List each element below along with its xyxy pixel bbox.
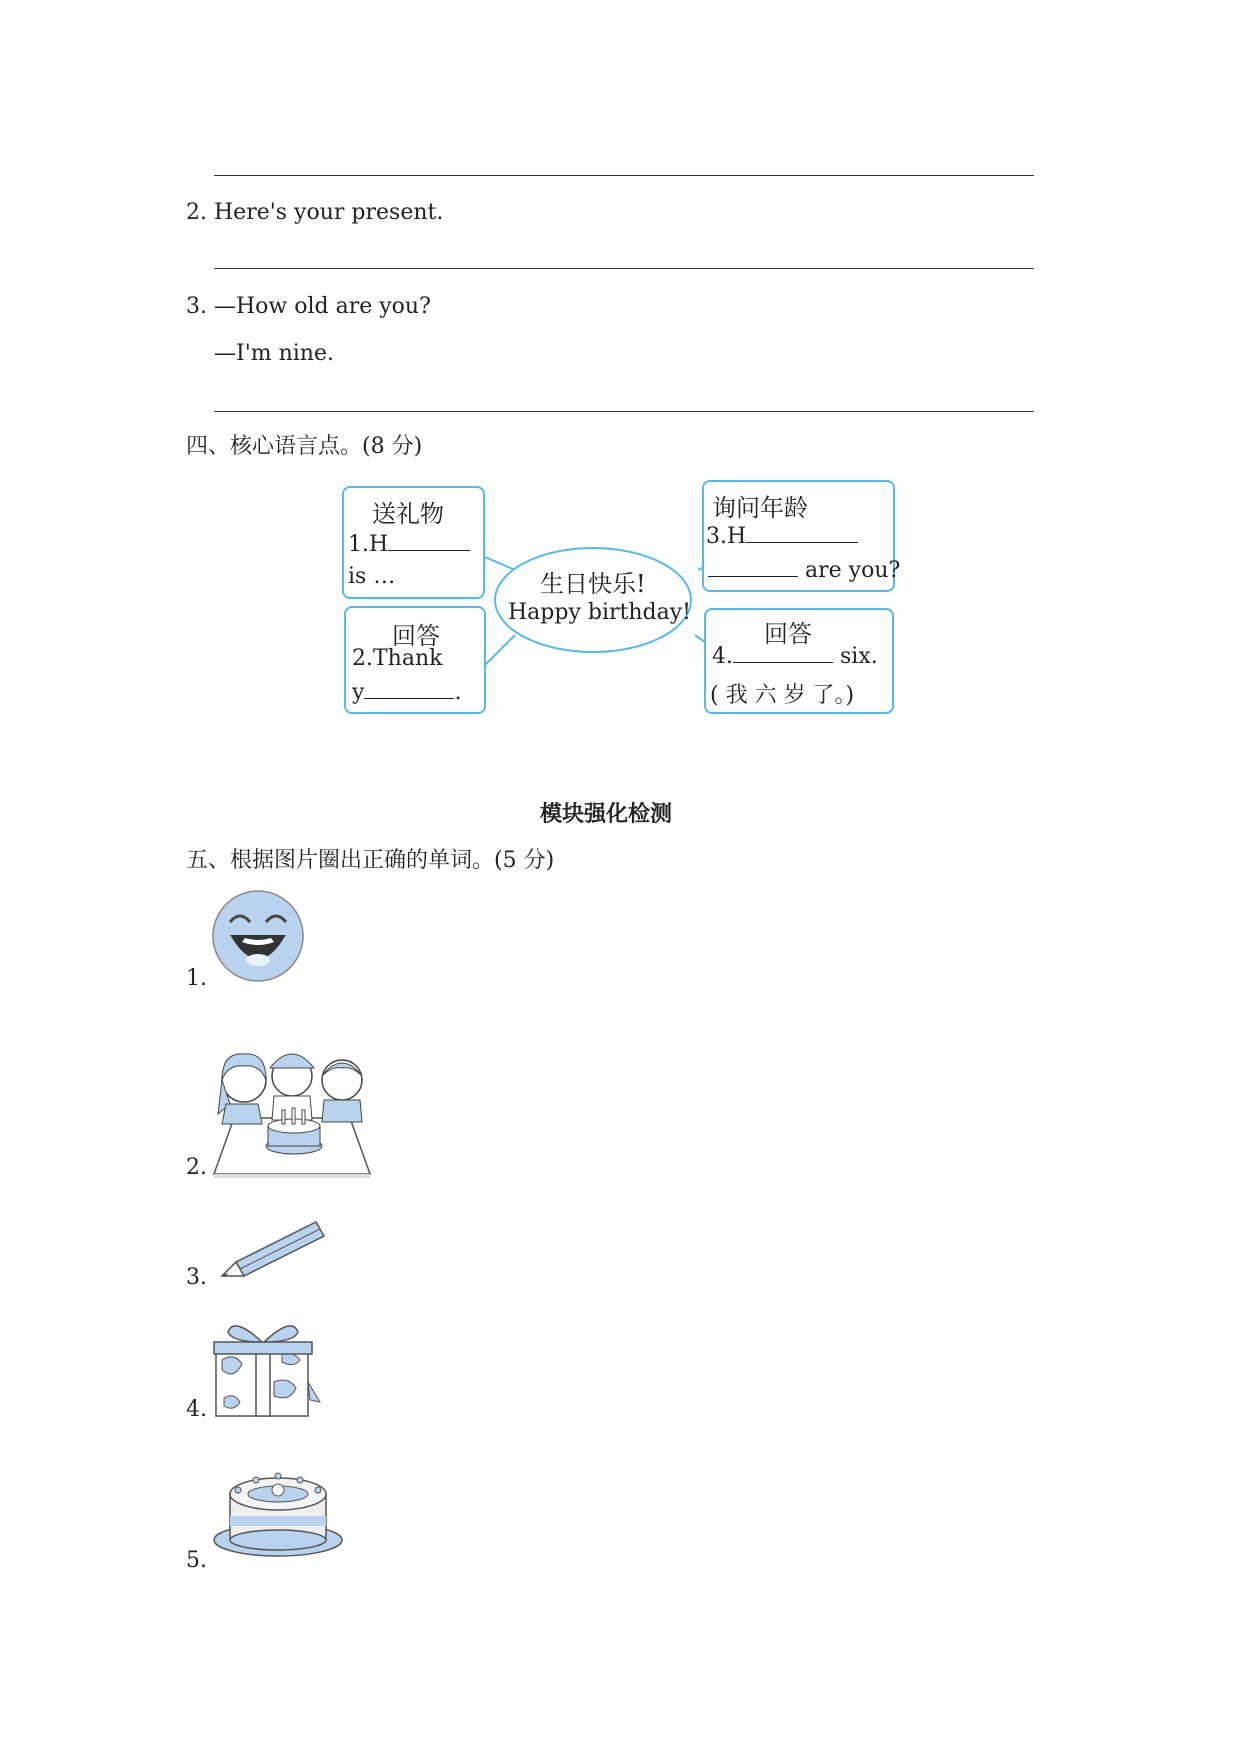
box3-line1: 3.H	[706, 524, 858, 549]
q3-answer: —I'm nine.	[214, 341, 334, 366]
blank-4[interactable]	[733, 644, 833, 663]
item-1-label: 1.	[186, 966, 207, 991]
cake-icon	[212, 1464, 348, 1564]
box4-line2: ( 我 六 岁 了。)	[710, 683, 855, 708]
birthday-party-icon	[212, 1038, 372, 1178]
box2-line2: y .	[352, 680, 462, 705]
box1-line2: is …	[348, 564, 396, 589]
box1-title: 送礼物	[372, 500, 444, 528]
box3-title: 询问年龄	[712, 494, 808, 522]
answer-line-2[interactable]	[214, 268, 1034, 269]
answer-line-1[interactable]	[214, 175, 1034, 176]
box1-line1: 1.H	[348, 532, 470, 557]
blank-3b[interactable]	[708, 558, 798, 577]
gift-box-icon	[212, 1320, 324, 1418]
center-text-en: Happy birthday!	[508, 600, 692, 625]
q3-question: 3. —How old are you?	[186, 294, 431, 319]
item-2-label: 2.	[186, 1155, 207, 1180]
section-4-heading: 四、核心语言点。(8 分)	[186, 434, 423, 459]
answer-line-3[interactable]	[214, 411, 1034, 412]
blank-3a[interactable]	[746, 524, 858, 543]
box4-title: 回答	[764, 620, 812, 648]
box2-title: 回答	[392, 622, 440, 650]
section-5-heading: 五、根据图片圈出正确的单词。(5 分)	[186, 848, 555, 873]
item-3-label: 3.	[186, 1265, 207, 1290]
item-4-label: 4.	[186, 1397, 207, 1422]
blank-2[interactable]	[364, 680, 454, 699]
pencil-icon	[218, 1218, 330, 1280]
blank-1[interactable]	[388, 532, 470, 551]
module-title: 模块强化检测	[540, 802, 673, 827]
q2-text: 2. Here's your present.	[186, 200, 444, 225]
mind-map	[340, 480, 900, 720]
box3-line2: are you?	[708, 558, 900, 583]
center-text-cn: 生日快乐!	[540, 570, 646, 598]
box4-line1: 4. six.	[712, 644, 878, 669]
box2-line1: 2.Thank	[352, 646, 443, 671]
item-5-label: 5.	[186, 1548, 207, 1573]
happy-face-icon	[210, 888, 306, 984]
